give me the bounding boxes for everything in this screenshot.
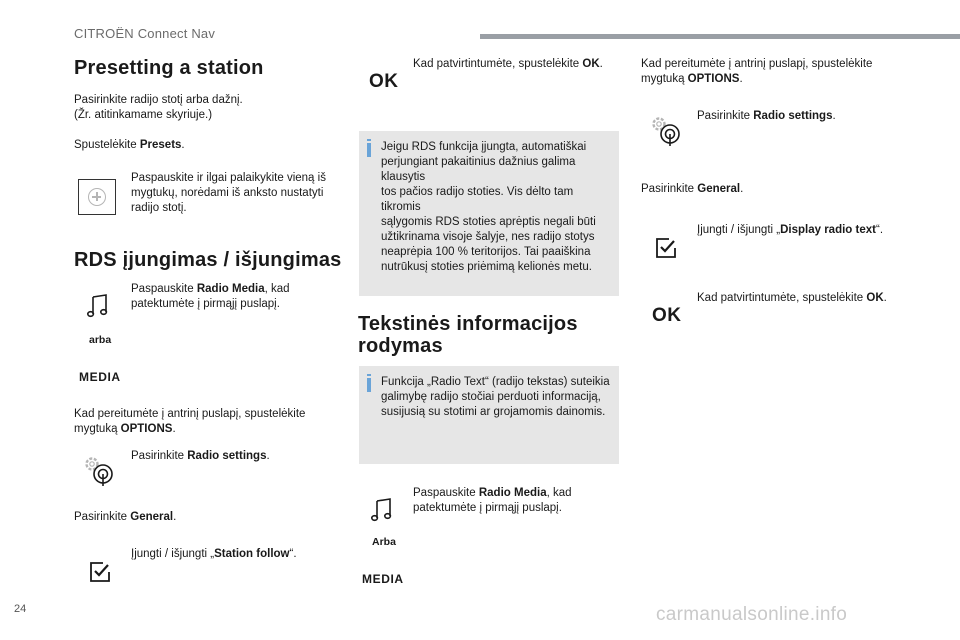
display-radio-text-instruction: Įjungti / išjungti „Display radio text“. [697,224,884,236]
confirm-instruction: Kad patvirtintumėte, spustelėkite OK. [413,58,603,70]
running-header: CITROËN Connect Nav [74,26,216,41]
options-instruction: Kad pereitumėte į antrinį puslapį, spustelėkite mygtuką OPTIONS. [74,408,306,435]
intro-line: Pasirinkite radijo stotį arba dažnį. [74,94,243,106]
radio-settings-instruction: Pasirinkite Radio settings. [697,110,836,122]
preset-instruction: Paspauskite ir ilgai palaikykite vieną iš mygtukų, norėdami iš anksto nustatyti radijo stotį. [131,172,326,214]
radio-media-instruction: Paspauskite Radio Media, kad patektumėte į pirmąjį puslapį. [131,283,290,310]
music-note-icon[interactable] [86,293,110,319]
rds-note-box: Jeigu RDS funkcija įjungta, automatiškai perjungiant pakaitinius dažnius galima klausytis tos pačios radijo stoties. Vis dėlto tam tikromis sąlygomis RDS stoties aprėptis negali būti užtikrinama visoje šalyje, nes radijo stotys neaprėpia 100 % teritorijos. Tai paaiškina nutrūkusį stoties priėmimą kelionės metu. [359,131,619,296]
plus-icon [88,188,106,206]
add-preset-button[interactable] [78,179,116,215]
checkbox-icon[interactable] [89,561,111,583]
music-note-icon[interactable] [370,497,394,523]
heading-text-display: Tekstinės informacijos rodymas [358,313,578,357]
ok-button[interactable]: OK [369,71,399,92]
radio-settings-instruction: Pasirinkite Radio settings. [131,450,270,462]
radio-settings-icon[interactable] [648,112,684,148]
checkbox-icon[interactable] [655,237,677,259]
radio-media-instruction: Paspauskite Radio Media, kad patektumėte į pirmąjį puslapį. [413,487,572,514]
watermark: carmanualsonline.info [656,604,848,625]
intro-line: (Žr. atitinkamame skyriuje.) [74,109,213,121]
or-label: arba [89,334,112,346]
ok-button[interactable]: OK [652,305,682,326]
radio-text-note-box: Funkcija „Radio Text“ (radijo tekstas) suteikia galimybę radijo stočiai perduoti informaciją, susijusią su stotimi ar grojamomis dainomis. [359,366,619,464]
media-button[interactable]: MEDIA [79,370,121,384]
options-instruction: Kad pereitumėte į antrinį puslapį, spustelėkite mygtuką OPTIONS. [641,58,873,85]
media-button[interactable]: MEDIA [362,572,404,586]
or-label: Arba [372,536,396,548]
presets-instruction: Spustelėkite Presets. [74,139,185,151]
heading-rds: RDS įjungimas / išjungimas [74,249,342,271]
info-icon [367,378,371,392]
general-instruction: Pasirinkite General. [641,183,744,195]
confirm-instruction: Kad patvirtintumėte, spustelėkite OK. [697,292,887,304]
heading-presetting-station: Presetting a station [74,57,264,79]
intro-text [74,93,243,123]
general-instruction: Pasirinkite General. [74,511,177,523]
info-icon [367,143,371,157]
header-divider [480,34,960,39]
page-number: 24 [14,603,27,615]
radio-settings-icon[interactable] [81,452,117,488]
station-follow-instruction: Įjungti / išjungti „Station follow“. [131,548,297,560]
